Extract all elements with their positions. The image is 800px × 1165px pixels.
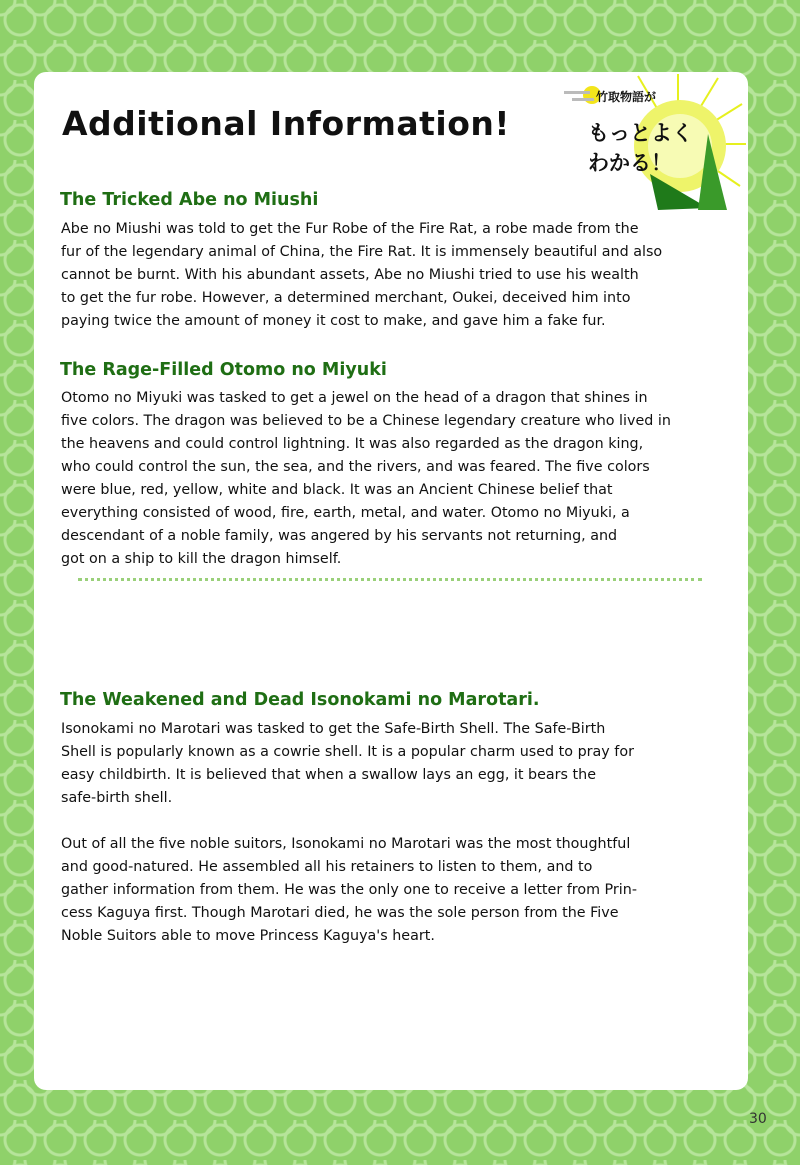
section-heading-abe: The Tricked Abe no Miushi: [60, 190, 319, 210]
text-line: cannot be burnt. With his abundant assets, Abe no Miushi tried to use his wealth: [61, 267, 639, 283]
text-line: who could control the sun, the sea, and the rivers, and was feared. The five colors: [61, 459, 650, 475]
text-line: Out of all the five noble suitors, Isonokami no Marotari was the most thoughtful: [61, 836, 631, 852]
text-line: cess Kaguya first. Though Marotari died, he was the sole person from the Five: [61, 905, 619, 921]
text-line: Isonokami no Marotari was tasked to get the Safe-Birth Shell. The Safe-Birth: [61, 721, 606, 737]
paragraph-isonokami-2: [61, 833, 637, 948]
text-line: everything consisted of wood, fire, earth, metal, and water. Otomo no Miyuki, a: [61, 505, 630, 521]
text-line: Noble Suitors able to move Princess Kaguya's heart.: [61, 928, 435, 944]
page-number: 30: [749, 1111, 767, 1127]
text-line: descendant of a noble family, was angered by his servants not returning, and: [61, 528, 618, 544]
section-heading-isonokami: The Weakened and Dead Isonokami no Marotari.: [60, 690, 540, 710]
text-line: gather information from them. He was the only one to receive a letter from Prin-: [61, 882, 638, 898]
dotted-divider: [78, 578, 702, 581]
text-line: Abe no Miushi was told to get the Fur Robe of the Fire Rat, a robe made from the: [61, 221, 639, 237]
text-line: safe-birth shell.: [61, 790, 173, 806]
text-line: were blue, red, yellow, white and black. It was an Ancient Chinese belief that: [61, 482, 613, 498]
page-title: Additional Information!: [62, 104, 510, 143]
text-line: and good-natured. He assembled all his retainers to listen to them, and to: [61, 859, 593, 875]
badge-line: わかる！: [588, 151, 672, 175]
badge-top-text: 竹取物語が: [596, 90, 657, 104]
text-line: five colors. The dragon was believed to be a Chinese legendary creature who lived in: [61, 413, 671, 429]
section-heading-otomo: The Rage-Filled Otomo no Miyuki: [60, 360, 387, 380]
text-line: Otomo no Miyuki was tasked to get a jewel on the head of a dragon that shines in: [61, 390, 648, 406]
badge-main-text: [588, 118, 698, 178]
text-line: fur of the legendary animal of China, the Fire Rat. It is immensely beautiful and also: [61, 244, 663, 260]
text-line: paying twice the amount of money it cost to make, and gave him a fake fur.: [61, 313, 606, 329]
text-line: easy childbirth. It is believed that when a swallow lays an egg, it bears the: [61, 767, 597, 783]
text-line: Shell is popularly known as a cowrie shell. It is a popular charm used to pray for: [61, 744, 634, 760]
paragraph-abe: [61, 218, 662, 333]
badge-line: もっとよく: [588, 121, 693, 145]
paragraph-isonokami-1: [61, 718, 634, 810]
text-line: the heavens and could control lightning. It was also regarded as the dragon king,: [61, 436, 644, 452]
paragraph-otomo: [61, 387, 671, 571]
text-line: to get the fur robe. However, a determined merchant, Oukei, deceived him into: [61, 290, 631, 306]
text-line: got on a ship to kill the dragon himself.: [61, 551, 342, 567]
badge: [558, 74, 748, 210]
